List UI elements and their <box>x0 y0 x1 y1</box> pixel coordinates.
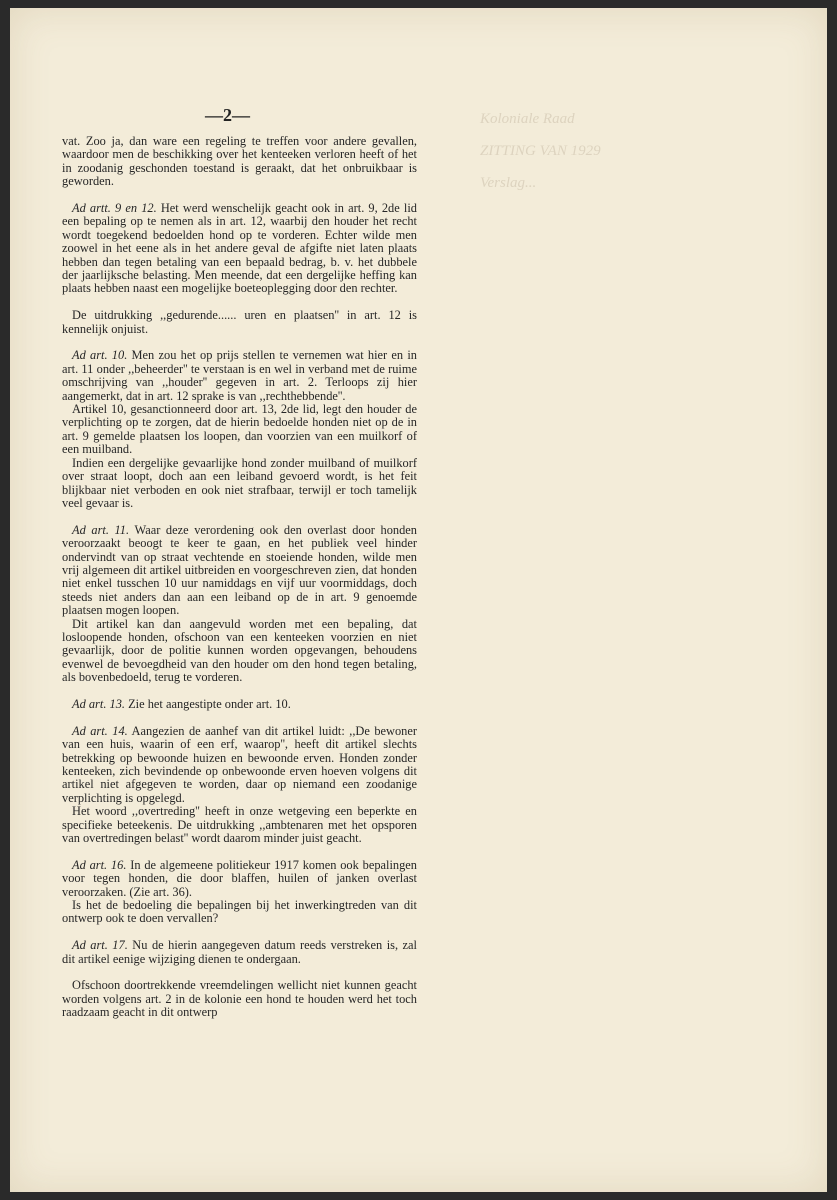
paragraph <box>62 309 417 336</box>
paragraph-text: Zie het aangestipte onder art. 10. <box>125 696 291 711</box>
paragraph <box>62 349 417 403</box>
paragraph-text: Aangezien de aanhef van dit artikel luidt: ,,De bewoner van een huis, waarin of een erf, waarop'', heeft dit artikel slechts betrekking op bewoonde huizen en bewoonde erven. Honden zonder kenteeken, zich bevindende op onbewoonde erven hoeven volgens dit artikel niet afgegeven te worden, daar op niemand een zoodanige verplichting is opgelegd. <box>62 723 417 805</box>
paragraph-text: Indien een dergelijke gevaarlijke hond zonder muilband of muilkorf over straat loopt, doch aan een leiband gevoerd wordt, is het feit blijkbaar niet verboden en ook niet strafbaar, terwijl er toch tamelijk veel gevaar is. <box>62 455 417 510</box>
paragraph-text: vat. Zoo ja, dan ware een regeling te treffen voor andere gevallen, waardoor men de beschikking over het kenteeken verloren heeft of het in zoodanig geschonden toestand is geraakt, dat het onbruikbaar is geworden. <box>62 134 417 189</box>
paragraph <box>62 939 417 966</box>
paragraph-text: Ofschoon doortrekkende vreemdelingen wellicht niet kunnen geacht worden volgens art. 2 in de kolonie een hond te houden werd het toch raadzaam geacht in dit ontwerp <box>62 978 417 1020</box>
paragraph <box>62 859 417 899</box>
document-body <box>62 135 417 1020</box>
page-number: —2— <box>205 105 250 125</box>
paragraph <box>62 979 417 1019</box>
paragraph-text: Dit artikel kan dan aangevuld worden met een bepaling, dat losloopende honden, ofschoon van een kenteeken voorzien en niet gevaarlijk, door de politie kunnen worden opgevangen, behoudens evenwel de bevoegdheid van den houder om den hond tegen betaling, als bovenbedoeld, terug te vorderen. <box>62 616 417 685</box>
article-heading: Ad art. 11. <box>72 522 130 537</box>
paragraph-text: Het woord ,,overtreding'' heeft in onze wetgeving een beperkte en specifieke beteekenis. De uitdrukking ,,ambtenaren met het opsporen van overtredingen belast'' wordt daarom minder juist geacht. <box>62 804 417 846</box>
paragraph-text: Waar deze verordening ook den overlast door honden veroorzaakt beoogt te keer te gaan, en het publiek veel hinder ondervindt van op straat vechtende en stoeiende honden, wilde men vrij algemeen dit artikel uitbreiden en voorgeschreven zien, dat honden niet enkel tusschen 10 uur namiddags en vijf uur voormiddags, doch steeds niet anders dan aan een leiband op de in art. 9 genoemde plaatsen mogen loopen. <box>62 522 417 618</box>
paragraph <box>62 618 417 685</box>
paragraph-text: Is het de bedoeling die bepalingen bij het inwerkingtreden van dit ontwerp ook te doen vervallen? <box>62 898 417 926</box>
article-heading: Ad art. 13. <box>72 696 126 711</box>
article-heading: Ad art. 10. <box>72 348 128 363</box>
bleed-line: Verslag... <box>480 175 537 191</box>
article-heading: Ad art. 16. <box>72 857 127 872</box>
paragraph <box>62 899 417 926</box>
bleed-through-text <box>480 108 800 348</box>
paragraph-text: Nu de hierin aangegeven datum reeds verstreken is, zal dit artikel eenige wijziging dienen te ondergaan. <box>62 938 417 966</box>
paragraph <box>62 805 417 845</box>
document-page <box>10 8 827 1192</box>
paragraph-text: Men zou het op prijs stellen te vernemen wat hier en in art. 11 onder ,,beheerder'' te verstaan is en wel in verband met de ruime omschrijving van ,,houder'' gegeven in art. 2. Terloops zij hier aangemerkt, dat in art. 12 sprake is van ,,rechthebbende''. <box>62 348 417 403</box>
paragraph-text: Artikel 10, gesanctionneerd door art. 13, 2de lid, legt den houder de verplichting op te zorgen, dat de hierin bedoelde honden niet op de in art. 9 gemelde plaatsen los loopen, dan voorzien van een muilkorf of een muilband. <box>62 402 417 457</box>
paragraph-text: Het werd wenschelijk geacht ook in art. 9, 2de lid een bepaling op te nemen als in art. 12, waarbij den houder het recht wordt toegekend bedoelden hond op te vorderen. Echter wilde men zoowel in het eene als in het andere geval de afgifte niet laten plaats hebben dan tegen betaling van een bepaald bedrag, b. v. het dubbele der jaarlijksche belasting. Men meende, dat een dergelijke heffing kan plaats hebben naast een mogelijke boeteoplegging door den rechter. <box>62 201 417 296</box>
paragraph <box>62 698 417 711</box>
paragraph <box>62 524 417 618</box>
paragraph <box>62 202 417 296</box>
paragraph-text: In de algemeene politiekeur 1917 komen ook bepalingen voor tegen honden, die door blaffen, huilen of janken overlast veroorzaken. (Zie art. 36). <box>62 857 417 899</box>
paragraph <box>62 403 417 457</box>
paragraph <box>62 135 417 189</box>
paragraph <box>62 725 417 805</box>
article-heading: Ad art. 14. <box>72 723 128 738</box>
paragraph <box>62 457 417 511</box>
bleed-line: ZITTING VAN 1929 <box>480 143 601 159</box>
bleed-line: Koloniale Raad <box>480 111 575 127</box>
article-heading: Ad art. 17. <box>72 938 128 953</box>
paragraph-text: De uitdrukking ,,gedurende...... uren en plaatsen'' in art. 12 is kennelijk onjuist. <box>62 308 417 336</box>
article-heading: Ad artt. 9 en 12. <box>72 201 157 216</box>
